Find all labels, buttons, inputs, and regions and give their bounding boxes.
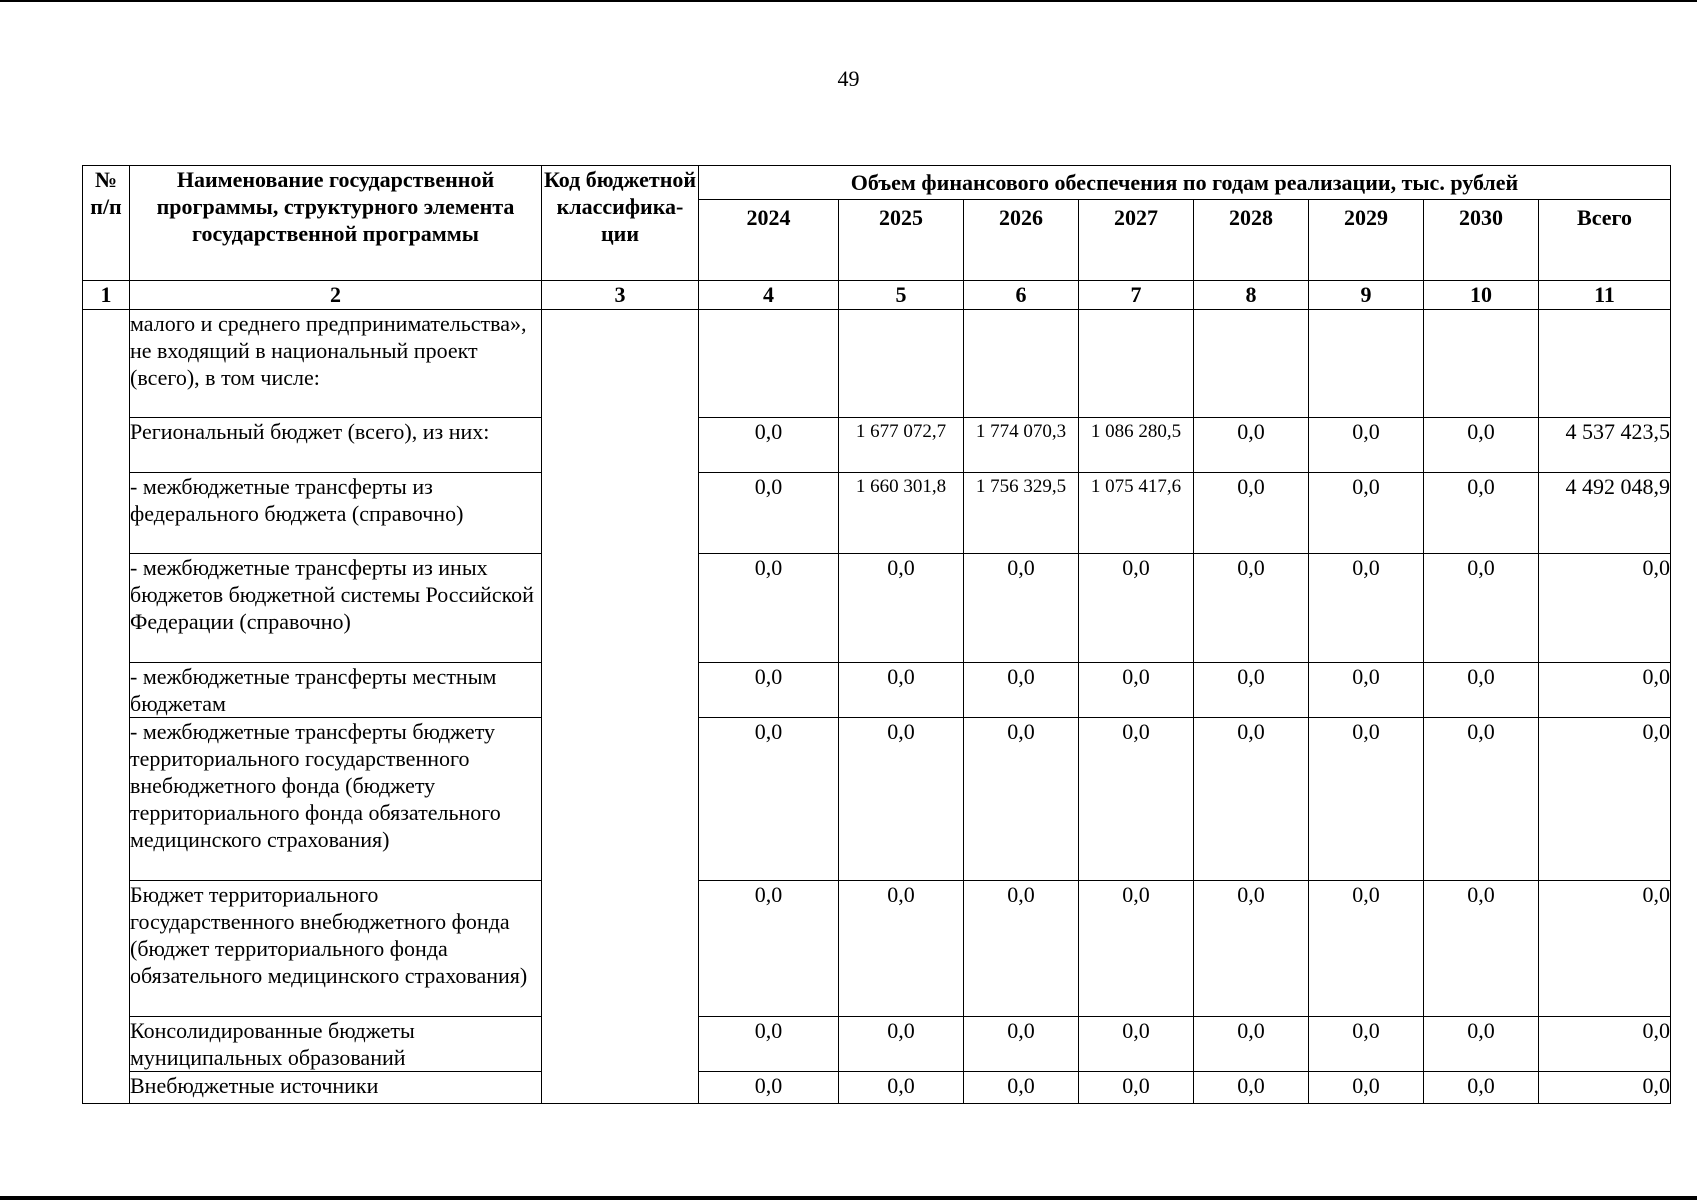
row-year-value: 0,0 [699,881,839,1017]
row-year-value: 0,0 [964,663,1079,718]
header-number: № п/п [83,166,130,281]
row-year-value: 0,0 [1079,881,1194,1017]
row-name: малого и среднего предпринимательства», не входящий в национальный проект (всего), в том числе: [130,310,542,418]
column-index: 11 [1539,281,1671,310]
row-year-value: 0,0 [699,554,839,663]
row-year-value: 0,0 [699,663,839,718]
row-year-value: 0,0 [839,718,964,881]
row-year-value: 0,0 [1424,554,1539,663]
row-year-value: 0,0 [964,881,1079,1017]
row-year-value: 0,0 [964,1072,1079,1104]
row-year-value: 0,0 [699,473,839,554]
row-year-value [1194,310,1309,418]
header-year: 2030 [1424,200,1539,281]
row-total-value: 4 492 048,9 [1539,473,1671,554]
column-index: 6 [964,281,1079,310]
row-year-value: 0,0 [964,1017,1079,1072]
header-total: Всего [1539,200,1671,281]
top-border-line [0,0,1697,2]
row-name: - межбюджетные трансферты бюджету территориального государственного внебюджетного фонда (бюджету территориального фонда обязательного медицинского страхования) [130,718,542,881]
row-name: Консолидированные бюджеты муниципальных образований [130,1017,542,1072]
row-number-cell [83,310,130,1104]
budget-code-cell [542,310,699,1104]
header-year: 2027 [1079,200,1194,281]
header-name: Наименование государственной программы, структурного элемента государственной программы [130,166,542,281]
column-index: 8 [1194,281,1309,310]
header-year: 2025 [839,200,964,281]
header-year: 2026 [964,200,1079,281]
row-name: Внебюджетные источники [130,1072,542,1104]
row-name: Бюджет территориального государственного внебюджетного фонда (бюджет территориального фонда обязательного медицинского страхования) [130,881,542,1017]
row-year-value: 0,0 [1194,554,1309,663]
row-year-value [1424,310,1539,418]
row-year-value: 0,0 [1079,554,1194,663]
row-year-value: 0,0 [1424,1072,1539,1104]
row-year-value: 0,0 [1309,1072,1424,1104]
row-year-value: 0,0 [699,1072,839,1104]
row-year-value: 0,0 [1194,718,1309,881]
column-index: 5 [839,281,964,310]
bottom-border-line [0,1196,1697,1200]
row-year-value: 0,0 [1194,1017,1309,1072]
row-year-value: 0,0 [1424,473,1539,554]
header-funding: Объем финансового обеспечения по годам реализации, тыс. рублей [699,166,1671,200]
row-year-value: 0,0 [1194,663,1309,718]
table-row [83,473,1671,554]
column-index: 3 [542,281,699,310]
row-year-value: 0,0 [839,663,964,718]
page-number: 49 [837,66,860,91]
column-index: 4 [699,281,839,310]
header-year: 2028 [1194,200,1309,281]
row-year-value: 0,0 [1424,418,1539,473]
row-year-value [839,310,964,418]
row-year-value: 0,0 [839,1017,964,1072]
table-row [83,418,1671,473]
row-year-value: 0,0 [1309,718,1424,881]
row-year-value [1079,310,1194,418]
row-total-value: 4 537 423,5 [1539,418,1671,473]
row-year-value: 1 660 301,8 [839,473,964,554]
row-name: - межбюджетные трансферты из иных бюджетов бюджетной системы Российской Федерации (справочно) [130,554,542,663]
row-year-value: 0,0 [1079,663,1194,718]
row-year-value: 0,0 [1194,473,1309,554]
header-year: 2024 [699,200,839,281]
row-total-value: 0,0 [1539,663,1671,718]
table-row [83,310,1671,418]
row-year-value: 0,0 [1309,418,1424,473]
row-year-value: 1 774 070,3 [964,418,1079,473]
column-index: 2 [130,281,542,310]
row-year-value: 0,0 [699,718,839,881]
table-row [83,554,1671,663]
header-year: 2029 [1309,200,1424,281]
row-year-value: 0,0 [699,1017,839,1072]
row-total-value: 0,0 [1539,1017,1671,1072]
row-year-value: 0,0 [1194,881,1309,1017]
row-year-value [699,310,839,418]
row-year-value: 0,0 [1079,718,1194,881]
row-year-value: 0,0 [1424,718,1539,881]
row-year-value: 0,0 [1309,663,1424,718]
column-index: 10 [1424,281,1539,310]
table-row [83,663,1671,718]
row-year-value: 0,0 [1424,663,1539,718]
row-name: - межбюджетные трансферты из федерального бюджета (справочно) [130,473,542,554]
row-year-value: 0,0 [964,554,1079,663]
row-year-value: 1 075 417,6 [1079,473,1194,554]
row-year-value: 1 086 280,5 [1079,418,1194,473]
row-year-value: 0,0 [1424,881,1539,1017]
row-year-value [1309,310,1424,418]
row-total-value: 0,0 [1539,1072,1671,1104]
row-year-value: 0,0 [1194,1072,1309,1104]
row-name: - межбюджетные трансферты местным бюджетам [130,663,542,718]
row-total-value: 0,0 [1539,881,1671,1017]
column-index: 7 [1079,281,1194,310]
table-row [83,1072,1671,1104]
header-code: Код бюджетной классифика-ции [542,166,699,281]
table-row [83,881,1671,1017]
table-row [83,1017,1671,1072]
row-total-value: 0,0 [1539,554,1671,663]
column-index: 9 [1309,281,1424,310]
funding-table [82,165,1671,1104]
table-row [83,718,1671,881]
row-total-value: 0,0 [1539,718,1671,881]
row-year-value: 0,0 [1309,881,1424,1017]
row-year-value: 0,0 [964,718,1079,881]
row-year-value: 1 677 072,7 [839,418,964,473]
row-year-value: 0,0 [699,418,839,473]
row-year-value: 1 756 329,5 [964,473,1079,554]
row-year-value: 0,0 [839,1072,964,1104]
row-year-value: 0,0 [839,881,964,1017]
row-year-value: 0,0 [1079,1072,1194,1104]
row-total-value [1539,310,1671,418]
row-year-value: 0,0 [1309,473,1424,554]
row-year-value: 0,0 [1424,1017,1539,1072]
column-index: 1 [83,281,130,310]
row-year-value: 0,0 [1079,1017,1194,1072]
row-year-value: 0,0 [1194,418,1309,473]
index-row [83,281,1671,310]
row-name: Региональный бюджет (всего), из них: [130,418,542,473]
row-year-value: 0,0 [1309,554,1424,663]
row-year-value [964,310,1079,418]
row-year-value: 0,0 [1309,1017,1424,1072]
row-year-value: 0,0 [839,554,964,663]
